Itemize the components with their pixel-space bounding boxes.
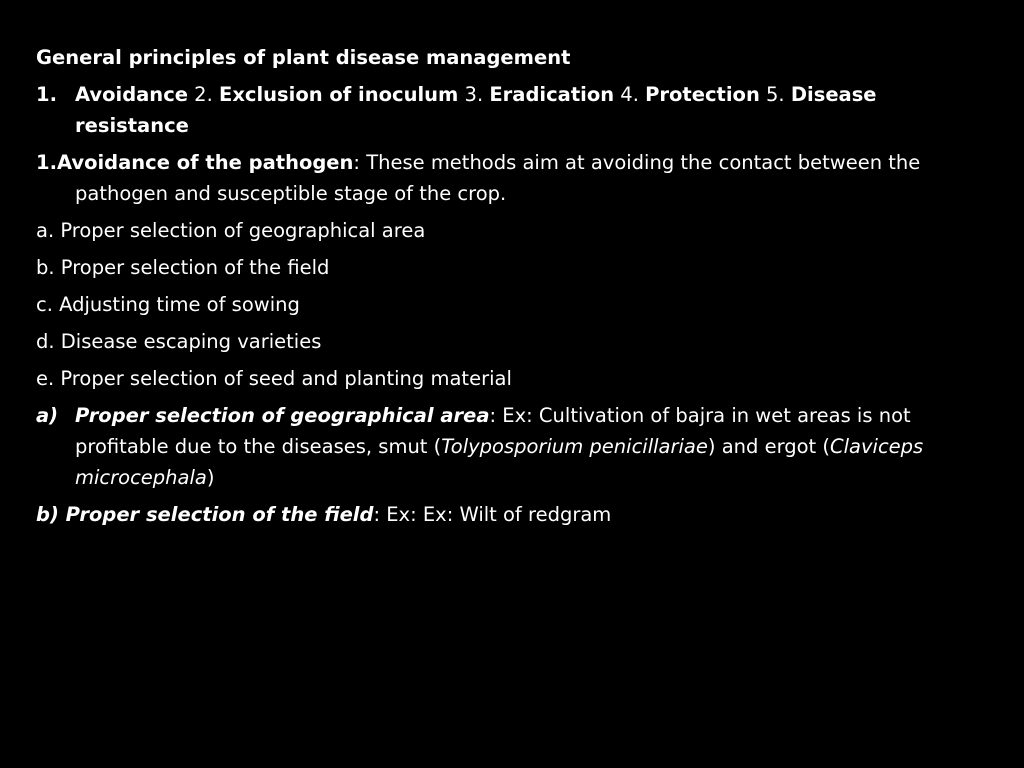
list-item-a: a. Proper selection of geographical area	[36, 219, 426, 242]
detail-a-scientific-name-2: Claviceps microcephala	[75, 435, 924, 489]
principle-eradication: Eradication	[489, 83, 615, 106]
detail-a-text-2: ) and ergot (	[707, 435, 831, 458]
detail-a-text-3: )	[206, 466, 215, 489]
avoidance-text: : These methods aim at avoiding the contact between the pathogen and susceptible stage of the crop.	[75, 151, 921, 205]
slide-content	[36, 42, 996, 536]
detail-a-text-1: : Ex: Cultivation of bajra in wet areas is not profitable due to the diseases, smut (	[75, 404, 911, 458]
principle-protection: Protection	[645, 83, 760, 106]
avoidance-paragraph	[36, 147, 996, 209]
principle-number-4: 4.	[614, 83, 646, 106]
principle-number-5: 5.	[759, 83, 791, 106]
detail-a-title: Proper selection of geographical area	[75, 404, 490, 427]
slide-heading	[36, 42, 996, 73]
principles-list	[36, 79, 996, 141]
avoidance-title: 1.Avoidance of the pathogen	[36, 151, 354, 174]
principle-number-2: 2.	[187, 83, 219, 106]
principle-avoidance: Avoidance	[75, 83, 188, 106]
detail-a-label: a)	[36, 404, 59, 427]
list-item-d: d. Disease escaping varieties	[36, 330, 322, 353]
list-item-e: e. Proper selection of seed and planting material	[36, 367, 512, 390]
list-item-b: b. Proper selection of the field	[36, 256, 330, 279]
principle-resistance: Disease resistance	[75, 83, 877, 137]
detail-item-b	[36, 499, 996, 530]
principles-number: 1.	[36, 83, 57, 106]
detail-b-title: b) Proper selection of the field	[36, 503, 374, 526]
principle-number-3: 3.	[458, 83, 490, 106]
list-item-c: c. Adjusting time of sowing	[36, 293, 300, 316]
heading-text: General principles of plant disease management	[36, 46, 571, 69]
principle-exclusion: Exclusion of inoculum	[219, 83, 459, 106]
detail-b-text: : Ex: Ex: Wilt of redgram	[373, 503, 612, 526]
detail-item-a	[36, 400, 996, 493]
detail-a-scientific-name-1: Tolyposporium penicillariae	[441, 435, 708, 458]
